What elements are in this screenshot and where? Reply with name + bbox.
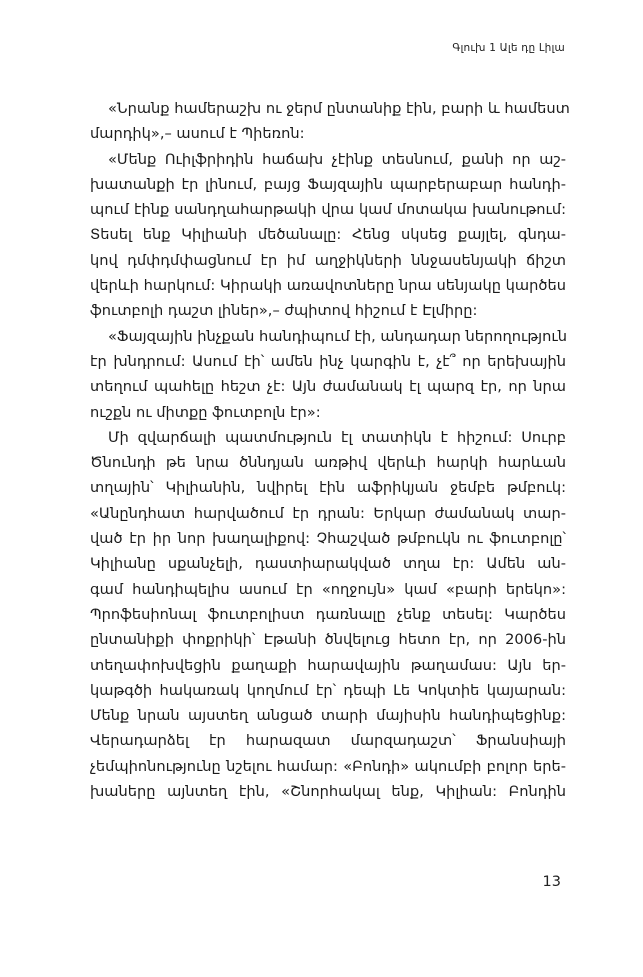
page-number: 13	[542, 874, 561, 890]
text-line: կաթգծի հակառակ կողմում էր՝ դեպի Լե Կոկտիե կայարան:	[90, 681, 566, 699]
text-line: «Նրանք համերաշխ ու ջերմ ընտանիք էին, բարի և համեստ	[108, 100, 570, 117]
text-line: ընտանիքի փոքրիկի՝ Էթանի ծնվելուց հետո էր, որ 2006-ին	[90, 631, 566, 649]
text-line: էր խնդրում: Ասում էի՝ ամեն ինչ կարգին է, չէ՞ որ երեխային	[90, 352, 566, 370]
text-line: գամ հանդիպելիս ասում էր «ողջույն» կամ «բարի երեկո»:	[90, 580, 566, 598]
text-line: Մի զվարճալի պատմություն էլ տատիկն է հիշում: Սուրբ	[108, 428, 566, 446]
text-line: «Ֆայզային ինչքան հանդիպում էի, անդադար ներողություն	[108, 327, 567, 345]
text-line: Վերադարձել էր հարազատ մարզադաշտ՝ Ֆրանսիայի	[90, 732, 566, 750]
text-line: խաները այնտեղ էին, «Շնորհակալ ենք, Կիլիան: Բոնդին	[90, 783, 566, 801]
text-line: կով դմփդմփացնում էր իմ աղջիկների ննջասենյակի ճիշտ	[90, 251, 566, 269]
text-line: Տեսել ենք Կիլիանի մեծանալը: Հենց սկսեց քայլել, գնդա-	[90, 226, 566, 244]
text-line: Մենք նրան այստեղ անցած տարի մայիսին հանդիպեցինք:	[90, 707, 566, 725]
text-line: չեմպիոնությունը նշելու համար: «Բոնդի» ակումբի բոլոր երե-	[90, 757, 566, 775]
text-line: մարդիկ»,– ասում է Պիեռոն:	[90, 125, 305, 143]
text-line: Կիլիանը սքանչելի, դաստիարակված տղա էր: Ամեն ան-	[90, 555, 566, 573]
text-line: Ծնունդի թե նրա ծննդյան առթիվ վերևի հարկի հարևան	[90, 454, 566, 472]
text-line: վերևի հարկում: Կիրակի առավոտները նրա սենյակը կարծես	[90, 277, 566, 295]
text-line: տղային՝ Կիլիանին, նվիրել էին աֆրիկյան ջեմբե թմբուկ:	[90, 479, 566, 497]
text-line: տեղափոխվեցին քաղաքի հարավային թաղամաս: Այն եր-	[90, 656, 566, 674]
text-line: խատանքի էր լինում, բայց Ֆայզային պարբերաբար հանդի-	[90, 175, 566, 193]
text-line: տեղում պահելը հեշտ չէ: Այն ժամանակ էլ պարզ էր, որ նրա	[90, 378, 566, 396]
text-line: «Անընդհատ հարվածում էր դրան: Երկար ժամանակ տար-	[90, 504, 566, 522]
page-text	[90, 96, 570, 804]
text-line: «Մենք Ուիլֆրիդին հաճախ չէինք տեսնում, քանի որ աշ-	[108, 150, 566, 168]
text-line: ֆուտբոլի դաշտ լիներ»,– ժպիտով հիշում է Էլմիրը:	[90, 302, 478, 320]
running-header: Գլուխ 1 Ալե դը Լիլա	[452, 42, 565, 54]
text-line: ուշքն ու միտքը ֆուտբոլն էր»:	[90, 403, 321, 421]
text-line: ված էր իր նոր խաղալիքով: Չհաշված թմբուկն ու ֆուտբոլը՝	[90, 530, 566, 548]
text-line: Պրոֆեսիոնալ ֆուտբոլիստ դառնալը չենք տեսել: Կարծես	[90, 605, 566, 623]
text-line: պում էինք սանդղահարթակի վրա կամ մոտակա խանութում:	[90, 201, 566, 219]
